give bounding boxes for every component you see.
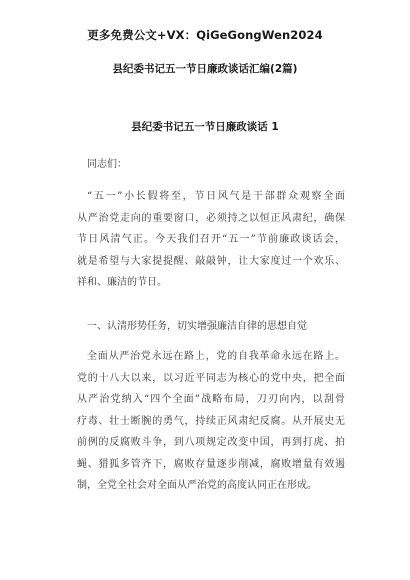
paragraph-line: 节日风清气正。今天我们召开“五一”节前廉政谈话会，	[77, 234, 345, 245]
speech-title: 县纪委书记五一节日廉政谈话 1	[131, 121, 279, 133]
paragraph-line: 从严治党纳入“四个全面”战略布局，刀刃向内，以刮骨	[77, 394, 345, 405]
salutation: 同志们：	[87, 159, 127, 170]
paragraph-line: 全面从严治党永远在路上，党的自我革命永远在路上。	[87, 351, 345, 362]
paragraph-intro	[77, 186, 345, 294]
compilation-title: 县纪委书记五一节日廉政谈话汇编(2篇)	[112, 63, 298, 75]
paragraph-line: 蝇、猎狐多管齐下，腐败存量逐步削减，腐败增量有效遏	[77, 458, 345, 470]
paragraph-line: 党的十八大以来，以习近平同志为核心的党中央，把全面	[77, 372, 345, 384]
paragraph-line: 就是希望与大家提提醒、敲敲钟，让大家度过一个欢乐、	[77, 255, 345, 267]
paragraph-line: 制，全党全社会对全面从严治党的高度认同正在形成。	[77, 480, 317, 491]
section-heading: 一、认清形势任务，切实增强廉洁自律的思想自觉	[87, 321, 307, 332]
paragraph-line: 前例的反腐败斗争，到八项规定改变中国，再到打虎、拍	[77, 437, 345, 448]
paragraph-line: “五一”小长假将至，节日风气是干部群众观察全面	[87, 191, 345, 202]
paragraph-line: 祥和、廉洁的节日。	[77, 277, 167, 288]
paragraph-situation	[77, 346, 345, 497]
paragraph-line: 疗毒、壮士断腕的勇气，持续正风肃纪反腐。从开展史无	[77, 415, 345, 427]
paragraph-line: 从严治党走向的重要窗口，必须持之以恒正风肃纪，确保	[77, 212, 345, 224]
promo-header-note: 更多免费公文+VX：QiGeGongWen2024	[87, 28, 323, 42]
